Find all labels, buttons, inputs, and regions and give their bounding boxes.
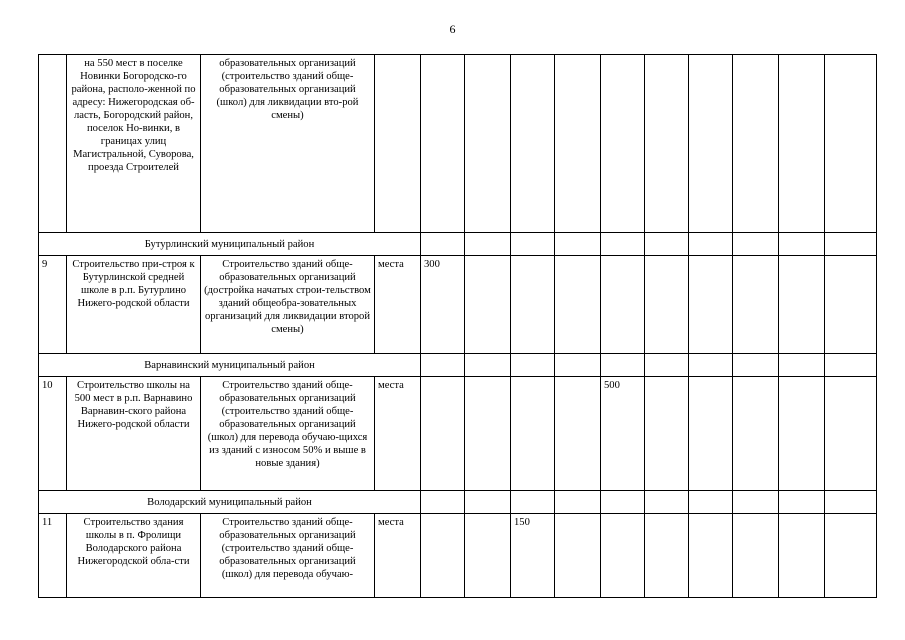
value-cell xyxy=(465,256,511,354)
value-cell xyxy=(511,377,555,491)
value-cell xyxy=(421,514,465,598)
value-cell xyxy=(601,256,645,354)
empty-cell xyxy=(645,354,689,377)
empty-cell xyxy=(601,491,645,514)
unit: места xyxy=(375,256,421,354)
district-row xyxy=(39,354,877,377)
value-cell xyxy=(555,55,601,233)
empty-cell xyxy=(601,354,645,377)
value-cell xyxy=(645,377,689,491)
empty-cell xyxy=(555,354,601,377)
empty-cell xyxy=(779,354,825,377)
empty-cell xyxy=(733,354,779,377)
table-row xyxy=(39,256,877,354)
value-cell xyxy=(733,256,779,354)
object-name: Строительство школы на 500 мест в р.п. Варнавино Варнавин-ского района Нижего-родской области xyxy=(67,377,201,491)
empty-cell xyxy=(511,233,555,256)
empty-cell xyxy=(733,233,779,256)
value-cell xyxy=(645,256,689,354)
value-cell: 300 xyxy=(421,256,465,354)
empty-cell xyxy=(465,354,511,377)
table-row xyxy=(39,514,877,598)
empty-cell xyxy=(689,491,733,514)
value-cell xyxy=(779,55,825,233)
value-cell xyxy=(779,377,825,491)
value-cell xyxy=(555,256,601,354)
value-cell xyxy=(689,256,733,354)
row-number xyxy=(39,55,67,233)
value-cell xyxy=(555,514,601,598)
object-name: на 550 мест в поселке Новинки Богородско-го района, располо-женной по адресу: Нижегородская об-ласть, Богородский район, поселок Но-винки, в границах улиц Магистральной, Суворова, проезда Строителей xyxy=(67,55,201,233)
value-cell xyxy=(465,55,511,233)
value-cell: 500 xyxy=(601,377,645,491)
value-cell xyxy=(825,55,877,233)
value-cell xyxy=(689,514,733,598)
row-number: 11 xyxy=(39,514,67,598)
object-name: Строительство здания школы в п. Фролищи Володарского района Нижегородской обла-сти xyxy=(67,514,201,598)
value-cell xyxy=(511,55,555,233)
empty-cell xyxy=(825,233,877,256)
value-cell xyxy=(779,256,825,354)
value-cell xyxy=(689,55,733,233)
row-number: 9 xyxy=(39,256,67,354)
direction: образовательных организаций (строительство зданий обще-образовательных организаций (школ) для ликвидации вто-рой смены) xyxy=(201,55,375,233)
program-table xyxy=(38,54,877,598)
empty-cell xyxy=(465,491,511,514)
district-row xyxy=(39,491,877,514)
value-cell xyxy=(421,377,465,491)
direction: Строительство зданий обще-образовательных организаций (достройка начатых строи-тельством зданий общеобра-зовательных организаций для ликвидации второй смены) xyxy=(201,256,375,354)
unit xyxy=(375,55,421,233)
district-name: Варнавинский муниципальный район xyxy=(39,354,421,377)
unit: места xyxy=(375,514,421,598)
district-row xyxy=(39,233,877,256)
unit: места xyxy=(375,377,421,491)
empty-cell xyxy=(511,491,555,514)
empty-cell xyxy=(689,233,733,256)
empty-cell xyxy=(421,491,465,514)
row-number: 10 xyxy=(39,377,67,491)
empty-cell xyxy=(421,233,465,256)
empty-cell xyxy=(465,233,511,256)
object-name: Строительство при-строя к Бутурлинской средней школе в р.п. Бутурлино Нижего-родской области xyxy=(67,256,201,354)
empty-cell xyxy=(733,491,779,514)
direction: Строительство зданий обще-образовательных организаций (строительство зданий обще-образовательных организаций (школ) для перевода обучаю-щихся из зданий с износом 50% и выше в новые здания) xyxy=(201,377,375,491)
value-cell xyxy=(825,256,877,354)
empty-cell xyxy=(511,354,555,377)
empty-cell xyxy=(645,491,689,514)
value-cell xyxy=(825,377,877,491)
value-cell: 150 xyxy=(511,514,555,598)
empty-cell xyxy=(645,233,689,256)
value-cell xyxy=(733,55,779,233)
value-cell xyxy=(779,514,825,598)
empty-cell xyxy=(825,354,877,377)
value-cell xyxy=(465,377,511,491)
table-row xyxy=(39,55,877,233)
empty-cell xyxy=(779,491,825,514)
value-cell xyxy=(601,55,645,233)
empty-cell xyxy=(421,354,465,377)
value-cell xyxy=(555,377,601,491)
table-row xyxy=(39,377,877,491)
page-number: 6 xyxy=(449,22,456,36)
value-cell xyxy=(733,514,779,598)
district-name: Володарский муниципальный район xyxy=(39,491,421,514)
empty-cell xyxy=(825,491,877,514)
value-cell xyxy=(733,377,779,491)
value-cell xyxy=(601,514,645,598)
value-cell xyxy=(645,514,689,598)
value-cell xyxy=(511,256,555,354)
value-cell xyxy=(645,55,689,233)
value-cell xyxy=(421,55,465,233)
empty-cell xyxy=(779,233,825,256)
value-cell xyxy=(465,514,511,598)
direction: Строительство зданий обще-образовательных организаций (строительство зданий обще-образовательных организаций (школ) для перевода обучаю- xyxy=(201,514,375,598)
value-cell xyxy=(825,514,877,598)
value-cell xyxy=(689,377,733,491)
empty-cell xyxy=(689,354,733,377)
empty-cell xyxy=(601,233,645,256)
district-name: Бутурлинский муниципальный район xyxy=(39,233,421,256)
empty-cell xyxy=(555,233,601,256)
empty-cell xyxy=(555,491,601,514)
